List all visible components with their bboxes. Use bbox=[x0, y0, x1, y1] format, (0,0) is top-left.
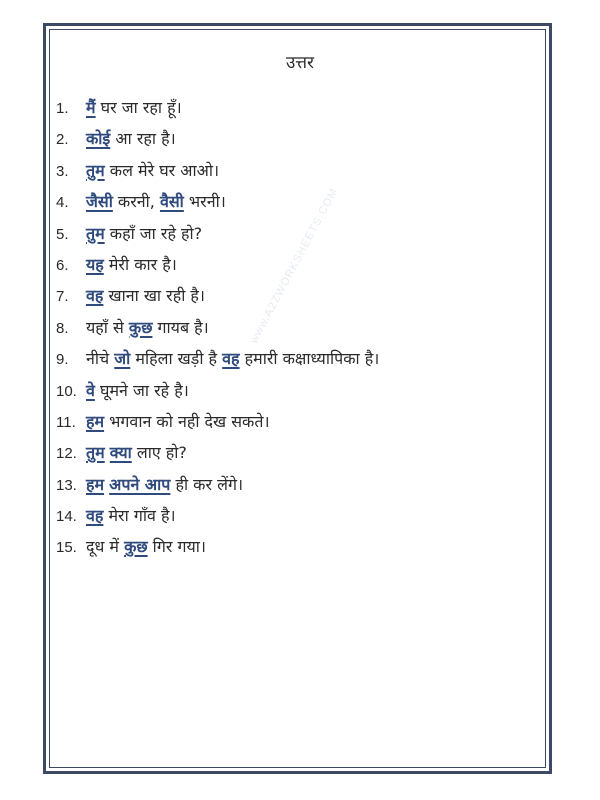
sentence-text: महिला खड़ी है bbox=[130, 349, 223, 369]
sentence-text: करनी, bbox=[112, 192, 160, 212]
answer-item bbox=[56, 92, 379, 123]
item-number: 3. bbox=[56, 162, 69, 180]
sentence-text: मेरी कार है। bbox=[103, 254, 177, 274]
sentence-text: दूध में bbox=[86, 537, 125, 557]
sentence-text: ही कर लेंगे। bbox=[170, 474, 244, 494]
answer-item bbox=[56, 343, 379, 374]
item-number: 1. bbox=[56, 100, 69, 117]
answer-item bbox=[56, 312, 379, 343]
item-number: 5. bbox=[56, 225, 69, 243]
item-number: 14. bbox=[56, 508, 77, 526]
answer-word: तुम bbox=[86, 223, 105, 243]
item-number: 9. bbox=[56, 351, 69, 369]
sentence-text: घूमने जा रहे है। bbox=[94, 380, 189, 400]
item-number: 4. bbox=[56, 194, 69, 212]
item-number: 12. bbox=[56, 445, 77, 463]
answer-word: जो bbox=[114, 349, 131, 369]
item-number: 10. bbox=[56, 382, 77, 400]
watermark: www.A2ZWORKSHEETS.COM bbox=[248, 186, 341, 346]
answer-item bbox=[56, 186, 379, 217]
answer-item bbox=[56, 500, 379, 531]
answer-item bbox=[56, 123, 379, 154]
item-number: 15. bbox=[56, 539, 77, 557]
answer-word: कुछ bbox=[124, 537, 148, 557]
sentence-text: भगवान को नही देख सकते। bbox=[104, 411, 270, 431]
sentence-text: लाए हो? bbox=[131, 443, 187, 463]
sentence-text: यहाँ से bbox=[86, 317, 129, 337]
sentence-text: गायब है। bbox=[152, 317, 209, 337]
sentence-text: हमारी कक्षाध्यापिका है। bbox=[239, 349, 380, 369]
sentence-text: गिर गया। bbox=[147, 537, 206, 557]
answer-item bbox=[56, 437, 379, 468]
answer-word: अपने आप bbox=[109, 474, 171, 494]
sentence-text: खाना खा रही है। bbox=[103, 286, 205, 306]
answer-word: कुछ bbox=[128, 317, 153, 337]
sentence-text: मेरा गाँव है। bbox=[103, 506, 176, 526]
answer-list bbox=[56, 92, 379, 563]
answer-word: वह bbox=[86, 286, 104, 306]
answer-word: हम bbox=[86, 474, 105, 494]
answer-word: कोई bbox=[86, 129, 111, 149]
answer-item bbox=[56, 280, 379, 311]
answer-word: यह bbox=[86, 254, 104, 274]
answer-word: जैसी bbox=[86, 192, 113, 212]
answer-item bbox=[56, 375, 379, 406]
answer-item bbox=[56, 218, 379, 249]
sentence-text: आ रहा है। bbox=[110, 129, 176, 149]
item-number: 7. bbox=[56, 288, 69, 306]
item-number: 13. bbox=[56, 476, 77, 494]
answer-word: मैं bbox=[86, 98, 96, 117]
answer-word: वैसी bbox=[159, 192, 184, 212]
answer-item bbox=[56, 469, 379, 500]
sentence-text: कल मेरे घर आओ। bbox=[104, 160, 220, 180]
sentence-text: नीचे bbox=[86, 349, 115, 369]
item-number: 8. bbox=[56, 319, 69, 337]
answer-word: क्या bbox=[109, 443, 132, 463]
answer-item bbox=[56, 249, 379, 280]
item-number: 11. bbox=[56, 413, 76, 431]
item-number: 6. bbox=[56, 256, 69, 274]
sentence-text: कहाँ जा रहे हो? bbox=[104, 223, 203, 243]
sentence-text: घर जा रहा हूँ। bbox=[95, 98, 182, 117]
item-number: 2. bbox=[56, 131, 69, 149]
answer-item bbox=[56, 531, 379, 562]
answer-word: तुम bbox=[86, 160, 105, 180]
answer-word: वे bbox=[86, 380, 95, 400]
sentence-text: भरनी। bbox=[183, 192, 226, 212]
answer-word: तुम bbox=[86, 443, 105, 463]
page-title: उत्तर bbox=[285, 53, 315, 73]
answer-word: वह bbox=[86, 506, 104, 526]
answer-word: वह bbox=[222, 349, 240, 369]
answer-word: हम bbox=[86, 411, 105, 431]
answer-item bbox=[56, 406, 379, 437]
answer-item bbox=[56, 155, 379, 186]
